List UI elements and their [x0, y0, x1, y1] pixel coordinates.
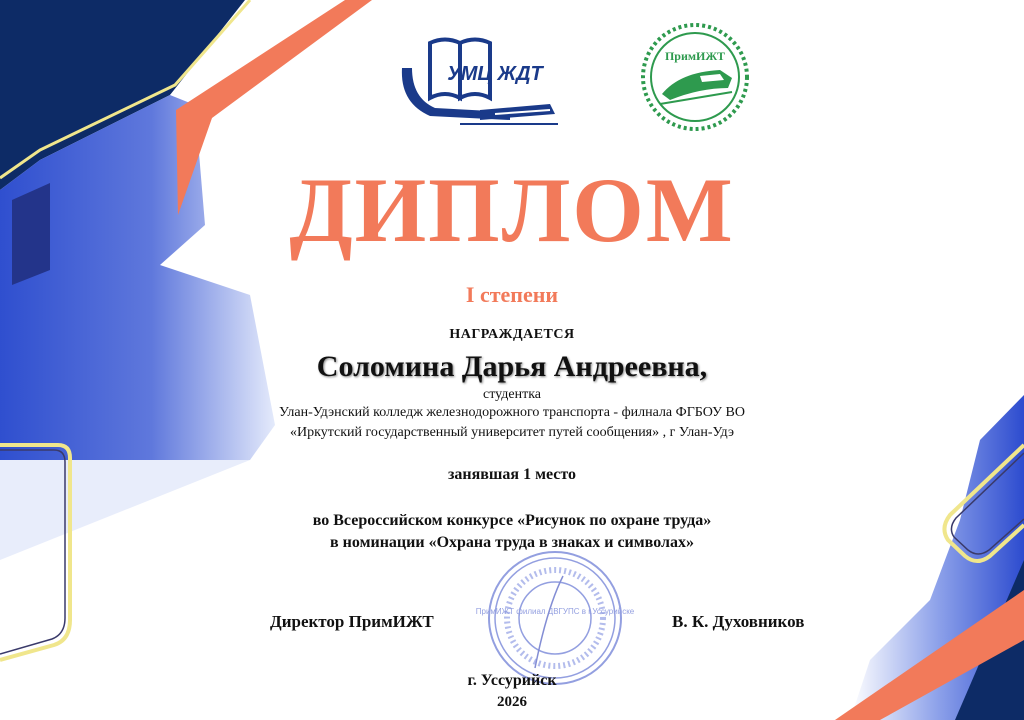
contest-text: во Всероссийском конкурсе «Рисунок по охране труда» — [312, 512, 712, 529]
recipient-name: Соломина Дарья Андреевна, — [316, 350, 708, 383]
signer-name: В. К. Духовников — [672, 612, 805, 631]
nomination-text: в номинации «Охрана труда в знаках и символах» — [330, 534, 694, 551]
city-text: г. Уссурийск — [467, 672, 557, 689]
diploma-title: ДИПЛОМ — [289, 159, 735, 261]
year-text: 2026 — [497, 694, 527, 710]
recipient-status: студентка — [482, 387, 542, 402]
institution-line-1: Улан-Удэнский колледж железнодорожного транспорта - филнала ФГБОУ ВО — [279, 405, 745, 420]
stamp-center-text: ПримИЖТ филиал ДВГУПС в г.Уссурийске — [475, 607, 635, 616]
signer-title: Директор ПримИЖТ — [270, 612, 434, 631]
official-stamp — [475, 548, 635, 688]
umc-logo — [400, 28, 560, 128]
diploma-degree: I степени — [465, 282, 559, 307]
awarded-label: НАГРАЖДАЕТСЯ — [449, 327, 575, 342]
umc-logo-text: УМЦ ЖДТ — [447, 63, 543, 85]
institution-line-2: «Иркутский государственный университет путей сообщения» , г Улан-Удэ — [289, 425, 734, 440]
train-emblem-icon — [643, 25, 747, 129]
place-text: занявшая 1 место — [447, 466, 577, 483]
primizht-emblem — [640, 22, 750, 132]
primizht-logo-text: ПримИЖТ — [664, 49, 726, 63]
